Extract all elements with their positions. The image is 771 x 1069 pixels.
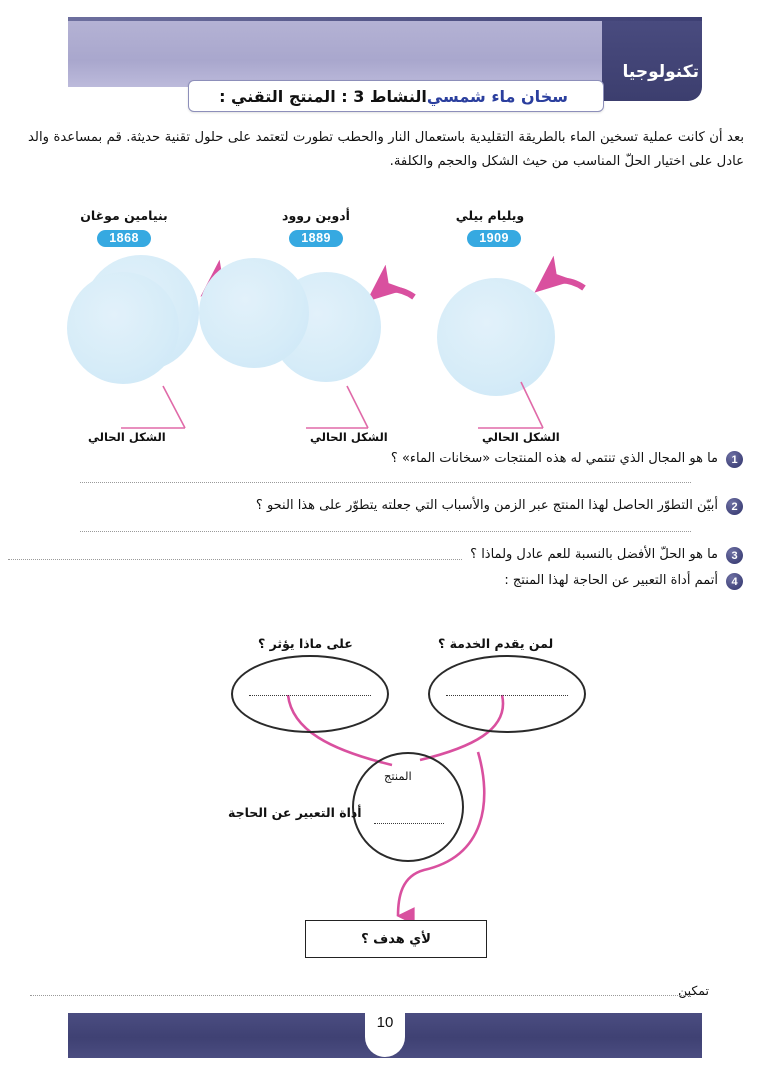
answer-line-2[interactable] [80, 531, 691, 532]
page-number-notch [365, 1011, 405, 1057]
question-text: ما هو المجال الذي تنتمي له هذه المنتجات «سخانات الماء» ؟ [390, 451, 718, 466]
activity-title-main: سخان ماء شمسي [426, 86, 568, 106]
bubble-answer-line-center[interactable] [374, 823, 444, 824]
bubble-label-impact: على ماذا يؤثر ؟ [258, 636, 353, 651]
answer-line-1[interactable] [80, 482, 691, 483]
question-number: 4 [726, 573, 743, 590]
year-badge: 1909 [467, 230, 521, 247]
bubble-service-recipient[interactable] [428, 655, 586, 733]
answer-line-3[interactable] [8, 559, 462, 560]
activity-title-plate [188, 80, 604, 112]
question-number: 1 [726, 451, 743, 468]
header-dark-panel [602, 21, 702, 101]
inventor-name: ويليام بيلي [455, 208, 525, 223]
current-form-label-2: الشكل الحالي [310, 430, 388, 444]
question-number: 3 [726, 547, 743, 564]
intro-paragraph: بعد أن كانت عملية تسخين الماء بالطريقة التقليدية باستعمال النار والحطب تطورت لتعتمد على حلول تقنية حديثة. قم بمساعدة والد عادل على اختيار الحلّ المناسب من حيث الشكل والحجم والكلفة. [28, 130, 744, 169]
footer-bar [68, 1013, 702, 1058]
footer-note: تمكين [678, 983, 709, 998]
bubble-answer-line-right[interactable] [446, 695, 568, 696]
question-text: ما هو الحلّ الأفضل بالنسبة للعم عادل ولماذا ؟ [470, 547, 718, 562]
question-text: أتمم أداة التعبير عن الحاجة لهذا المنتج : [504, 573, 718, 588]
activity-title-prefix: النشاط 3 : المنتج التقني : [219, 86, 427, 106]
footer-answer-line[interactable] [30, 995, 690, 996]
question-row-1 [0, 450, 771, 468]
need-expression-tool-label: أداة التعبير عن الحاجة [228, 805, 362, 820]
year-badge: 1868 [97, 230, 151, 247]
bubble-product-title: المنتج [384, 769, 412, 783]
bubble-answer-line-left[interactable] [249, 695, 371, 696]
inventor-name: أدوين روود [282, 208, 350, 223]
subject-title: تكنولوجيا [622, 62, 699, 82]
timeline-section [0, 200, 771, 450]
goal-box[interactable]: لأي هدف ؟ [305, 920, 487, 958]
current-form-leaders [0, 200, 771, 450]
current-form-label-3: الشكل الحالي [482, 430, 560, 444]
inventor-name: بنيامين موغان [80, 208, 168, 223]
header-light-panel [68, 21, 602, 87]
page-number: 10 [376, 1014, 394, 1031]
page-header [0, 0, 771, 112]
question-row-4 [0, 572, 771, 590]
bubble-label-service-recipient: لمن يقدم الخدمة ؟ [438, 636, 554, 651]
bubble-impact[interactable] [231, 655, 389, 733]
need-expression-diagram [0, 620, 771, 970]
year-badge: 1889 [289, 230, 343, 247]
question-text: أبيّن التطوّر الحاصل لهذا المنتج عبر الزمن والأسباب التي جعلته يتطوّر على هذا النحو ؟ [255, 498, 718, 513]
questions-section [0, 450, 771, 590]
question-number: 2 [726, 498, 743, 515]
question-row-3 [0, 546, 771, 564]
question-row-2 [0, 497, 771, 515]
current-form-label-1: الشكل الحالي [88, 430, 166, 444]
